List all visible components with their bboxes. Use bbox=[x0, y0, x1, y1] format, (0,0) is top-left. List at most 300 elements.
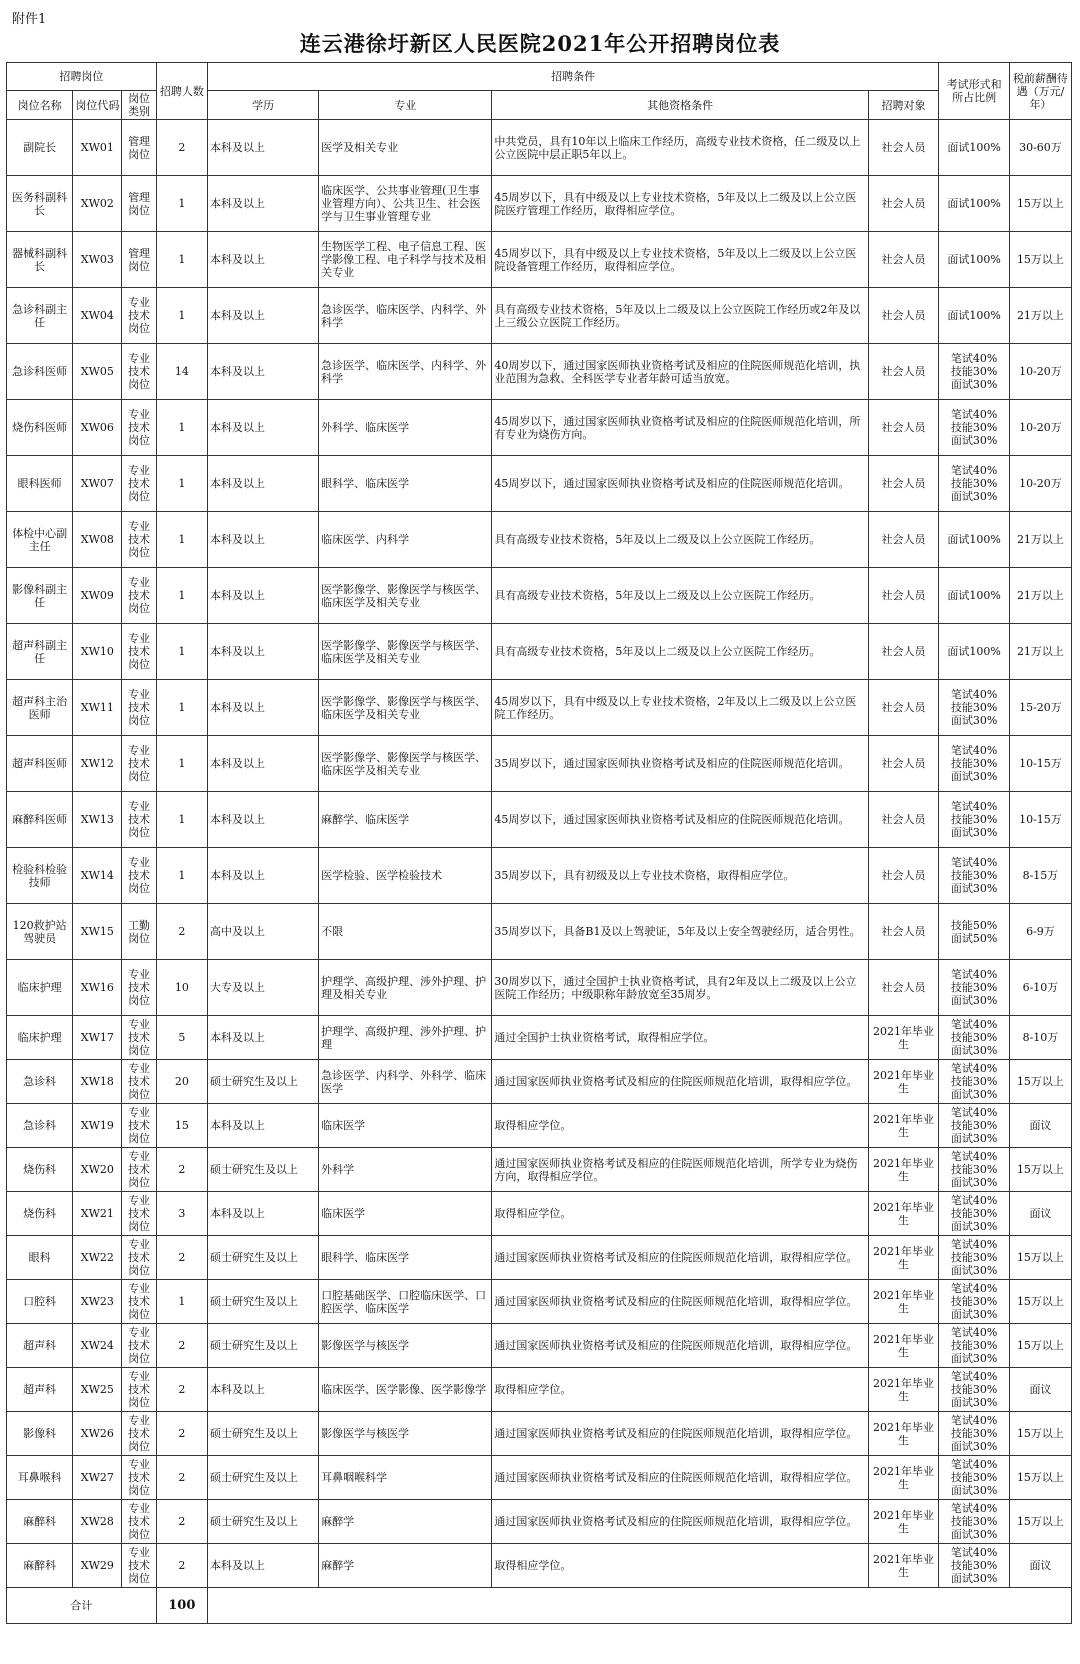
salary-cell: 21万以上 bbox=[1009, 624, 1071, 680]
post-code-cell: XW24 bbox=[73, 1324, 122, 1368]
exam-cell bbox=[939, 1324, 1010, 1368]
salary-cell: 15万以上 bbox=[1009, 1236, 1071, 1280]
exam-cell bbox=[939, 344, 1010, 400]
target-cell: 2021年毕业生 bbox=[868, 1368, 939, 1412]
count-cell: 1 bbox=[156, 624, 207, 680]
education-cell: 本科及以上 bbox=[207, 1192, 318, 1236]
exam-cell bbox=[939, 1368, 1010, 1412]
post-type-cell: 专业技术岗位 bbox=[122, 680, 156, 736]
exam-part: 技能30% bbox=[950, 813, 998, 826]
salary-cell: 21万以上 bbox=[1009, 288, 1071, 344]
target-cell: 2021年毕业生 bbox=[868, 1456, 939, 1500]
table-row bbox=[7, 1412, 1072, 1456]
post-name-cell: 超声科主治医师 bbox=[7, 680, 73, 736]
post-type-cell: 专业技术岗位 bbox=[122, 1016, 156, 1060]
post-type-cell: 工勤岗位 bbox=[122, 904, 156, 960]
target-cell: 2021年毕业生 bbox=[868, 1544, 939, 1588]
table-row bbox=[7, 1456, 1072, 1500]
exam-part: 面试30% bbox=[950, 714, 998, 727]
header-exam: 考试形式和所占比例 bbox=[939, 63, 1010, 120]
post-name-cell: 临床护理 bbox=[7, 960, 73, 1016]
exam-cell bbox=[939, 1236, 1010, 1280]
education-cell: 硕士研究生及以上 bbox=[207, 1500, 318, 1544]
post-name-cell: 急诊科 bbox=[7, 1060, 73, 1104]
exam-cell bbox=[939, 904, 1010, 960]
post-type-cell: 专业技术岗位 bbox=[122, 1280, 156, 1324]
table-row bbox=[7, 120, 1072, 176]
exam-part: 笔试40% bbox=[950, 1062, 998, 1075]
count-cell: 2 bbox=[156, 1500, 207, 1544]
post-type-cell: 管理岗位 bbox=[122, 176, 156, 232]
post-type-cell: 专业技术岗位 bbox=[122, 1412, 156, 1456]
target-cell: 社会人员 bbox=[868, 904, 939, 960]
post-type-cell: 专业技术岗位 bbox=[122, 288, 156, 344]
post-name-cell: 影像科副主任 bbox=[7, 568, 73, 624]
exam-cell bbox=[939, 792, 1010, 848]
count-cell: 2 bbox=[156, 1412, 207, 1456]
exam-part: 面试30% bbox=[950, 1088, 998, 1101]
target-cell: 社会人员 bbox=[868, 400, 939, 456]
count-cell: 1 bbox=[156, 736, 207, 792]
post-code-cell: XW01 bbox=[73, 120, 122, 176]
major-cell: 医学检验、医学检验技术 bbox=[319, 848, 492, 904]
exam-cell bbox=[939, 400, 1010, 456]
education-cell: 本科及以上 bbox=[207, 736, 318, 792]
exam-part: 笔试40% bbox=[950, 1238, 998, 1251]
exam-part: 笔试40% bbox=[950, 464, 998, 477]
exam-part: 技能30% bbox=[950, 1163, 998, 1176]
exam-part: 面试30% bbox=[950, 1044, 998, 1057]
post-type-cell: 专业技术岗位 bbox=[122, 1192, 156, 1236]
exam-part: 面试30% bbox=[950, 490, 998, 503]
target-cell: 2021年毕业生 bbox=[868, 1324, 939, 1368]
post-code-cell: XW18 bbox=[73, 1060, 122, 1104]
exam-part: 面试30% bbox=[950, 434, 998, 447]
post-name-cell: 副院长 bbox=[7, 120, 73, 176]
exam-part: 技能30% bbox=[950, 1119, 998, 1132]
post-code-cell: XW27 bbox=[73, 1456, 122, 1500]
education-cell: 硕士研究生及以上 bbox=[207, 1148, 318, 1192]
major-cell: 影像医学与核医学 bbox=[319, 1412, 492, 1456]
table-row bbox=[7, 400, 1072, 456]
table-row bbox=[7, 344, 1072, 400]
exam-part: 面试30% bbox=[950, 1220, 998, 1233]
count-cell: 20 bbox=[156, 1060, 207, 1104]
other-conditions-cell: 通过国家医师执业资格考试及相应的住院医师规范化培训，取得相应学位。 bbox=[492, 1412, 868, 1456]
exam-part: 面试30% bbox=[950, 1308, 998, 1321]
post-type-cell: 专业技术岗位 bbox=[122, 624, 156, 680]
post-name-cell: 120救护站驾驶员 bbox=[7, 904, 73, 960]
salary-cell: 面议 bbox=[1009, 1104, 1071, 1148]
target-cell: 2021年毕业生 bbox=[868, 1280, 939, 1324]
post-code-cell: XW13 bbox=[73, 792, 122, 848]
exam-part: 面试100% bbox=[947, 645, 1001, 658]
exam-part: 技能30% bbox=[950, 477, 998, 490]
post-code-cell: XW17 bbox=[73, 1016, 122, 1060]
major-cell: 不限 bbox=[319, 904, 492, 960]
post-code-cell: XW04 bbox=[73, 288, 122, 344]
post-code-cell: XW14 bbox=[73, 848, 122, 904]
count-cell: 1 bbox=[156, 456, 207, 512]
count-cell: 1 bbox=[156, 848, 207, 904]
salary-cell: 15万以上 bbox=[1009, 1456, 1071, 1500]
post-type-cell: 专业技术岗位 bbox=[122, 848, 156, 904]
post-code-cell: XW09 bbox=[73, 568, 122, 624]
exam-part: 面试30% bbox=[950, 378, 998, 391]
major-cell: 医学及相关专业 bbox=[319, 120, 492, 176]
target-cell: 社会人员 bbox=[868, 232, 939, 288]
exam-cell bbox=[939, 1544, 1010, 1588]
salary-cell: 15万以上 bbox=[1009, 232, 1071, 288]
recruitment-table bbox=[6, 62, 1072, 1624]
exam-part: 面试30% bbox=[950, 770, 998, 783]
post-name-cell: 超声科副主任 bbox=[7, 624, 73, 680]
exam-cell bbox=[939, 176, 1010, 232]
exam-part: 技能30% bbox=[950, 701, 998, 714]
exam-part: 笔试40% bbox=[950, 688, 998, 701]
education-cell: 高中及以上 bbox=[207, 904, 318, 960]
other-conditions-cell: 通过国家医师执业资格考试及相应的住院医师规范化培训，取得相应学位。 bbox=[492, 1280, 868, 1324]
table-row bbox=[7, 1280, 1072, 1324]
table-row bbox=[7, 568, 1072, 624]
header-major: 专业 bbox=[319, 91, 492, 120]
table-row bbox=[7, 1500, 1072, 1544]
post-code-cell: XW29 bbox=[73, 1544, 122, 1588]
post-code-cell: XW08 bbox=[73, 512, 122, 568]
post-code-cell: XW20 bbox=[73, 1148, 122, 1192]
exam-part: 笔试40% bbox=[950, 1150, 998, 1163]
exam-part: 技能30% bbox=[950, 1515, 998, 1528]
total-label: 合计 bbox=[7, 1588, 157, 1624]
target-cell: 社会人员 bbox=[868, 176, 939, 232]
post-name-cell: 烧伤科医师 bbox=[7, 400, 73, 456]
exam-part: 技能30% bbox=[950, 1383, 998, 1396]
other-conditions-cell: 35周岁以下，具有初级及以上专业技术资格，取得相应学位。 bbox=[492, 848, 868, 904]
exam-part: 面试30% bbox=[950, 1264, 998, 1277]
exam-part: 技能30% bbox=[950, 1471, 998, 1484]
header-post-group: 招聘岗位 bbox=[7, 63, 157, 91]
table-row bbox=[7, 456, 1072, 512]
post-type-cell: 专业技术岗位 bbox=[122, 1104, 156, 1148]
target-cell: 社会人员 bbox=[868, 344, 939, 400]
exam-part: 笔试40% bbox=[950, 1282, 998, 1295]
table-row bbox=[7, 176, 1072, 232]
post-code-cell: XW06 bbox=[73, 400, 122, 456]
target-cell: 社会人员 bbox=[868, 680, 939, 736]
table-row bbox=[7, 1060, 1072, 1104]
major-cell: 临床医学 bbox=[319, 1104, 492, 1148]
major-cell: 麻醉学 bbox=[319, 1500, 492, 1544]
count-cell: 5 bbox=[156, 1016, 207, 1060]
salary-cell: 10-20万 bbox=[1009, 344, 1071, 400]
exam-cell bbox=[939, 1412, 1010, 1456]
exam-cell bbox=[939, 960, 1010, 1016]
other-conditions-cell: 中共党员，具有10年以上临床工作经历，高级专业技术资格，任二级及以上公立医院中层正职5年以上。 bbox=[492, 120, 868, 176]
education-cell: 本科及以上 bbox=[207, 512, 318, 568]
exam-part: 笔试40% bbox=[950, 800, 998, 813]
post-name-cell: 麻醉科 bbox=[7, 1500, 73, 1544]
post-type-cell: 专业技术岗位 bbox=[122, 792, 156, 848]
exam-part: 面试30% bbox=[950, 1484, 998, 1497]
education-cell: 本科及以上 bbox=[207, 792, 318, 848]
exam-cell bbox=[939, 1016, 1010, 1060]
header-count: 招聘人数 bbox=[156, 63, 207, 120]
post-name-cell: 超声科医师 bbox=[7, 736, 73, 792]
other-conditions-cell: 具有高级专业技术资格，5年及以上二级及以上公立医院工作经历。 bbox=[492, 624, 868, 680]
table-row bbox=[7, 1324, 1072, 1368]
post-code-cell: XW21 bbox=[73, 1192, 122, 1236]
post-code-cell: XW23 bbox=[73, 1280, 122, 1324]
post-type-cell: 专业技术岗位 bbox=[122, 1368, 156, 1412]
post-type-cell: 专业技术岗位 bbox=[122, 1544, 156, 1588]
exam-part: 笔试40% bbox=[950, 744, 998, 757]
education-cell: 大专及以上 bbox=[207, 960, 318, 1016]
education-cell: 本科及以上 bbox=[207, 232, 318, 288]
header-target: 招聘对象 bbox=[868, 91, 939, 120]
exam-part: 笔试40% bbox=[950, 1458, 998, 1471]
exam-cell bbox=[939, 736, 1010, 792]
other-conditions-cell: 通过国家医师执业资格考试及相应的住院医师规范化培训，所学专业为烧伤方向，取得相应学位。 bbox=[492, 1148, 868, 1192]
education-cell: 本科及以上 bbox=[207, 344, 318, 400]
salary-cell: 15万以上 bbox=[1009, 1060, 1071, 1104]
post-name-cell: 体检中心副主任 bbox=[7, 512, 73, 568]
exam-part: 面试100% bbox=[947, 253, 1001, 266]
salary-cell: 21万以上 bbox=[1009, 512, 1071, 568]
exam-cell bbox=[939, 624, 1010, 680]
post-name-cell: 耳鼻喉科 bbox=[7, 1456, 73, 1500]
table-row bbox=[7, 960, 1072, 1016]
post-type-cell: 专业技术岗位 bbox=[122, 1456, 156, 1500]
exam-part: 面试30% bbox=[950, 1352, 998, 1365]
exam-cell bbox=[939, 512, 1010, 568]
exam-part: 面试100% bbox=[947, 197, 1001, 210]
exam-cell bbox=[939, 1280, 1010, 1324]
table-row bbox=[7, 792, 1072, 848]
exam-cell bbox=[939, 568, 1010, 624]
other-conditions-cell: 具有高级专业技术资格，5年及以上二级及以上公立医院工作经历。 bbox=[492, 568, 868, 624]
other-conditions-cell: 45周岁以下，通过国家医师执业资格考试及相应的住院医师规范化培训，所有专业为烧伤方向。 bbox=[492, 400, 868, 456]
table-row bbox=[7, 680, 1072, 736]
post-name-cell: 麻醉科 bbox=[7, 1544, 73, 1588]
post-name-cell: 医务科副科长 bbox=[7, 176, 73, 232]
salary-cell: 6-10万 bbox=[1009, 960, 1071, 1016]
education-cell: 本科及以上 bbox=[207, 176, 318, 232]
target-cell: 2021年毕业生 bbox=[868, 1016, 939, 1060]
major-cell: 临床医学、内科学 bbox=[319, 512, 492, 568]
post-name-cell: 眼科 bbox=[7, 1236, 73, 1280]
education-cell: 本科及以上 bbox=[207, 456, 318, 512]
exam-part: 面试30% bbox=[950, 1132, 998, 1145]
total-count: 100 bbox=[156, 1588, 207, 1624]
other-conditions-cell: 具有高级专业技术资格，5年及以上二级及以上公立医院工作经历或2年及以上三级公立医院工作经历。 bbox=[492, 288, 868, 344]
table-row bbox=[7, 1016, 1072, 1060]
attachment-label: 附件1 bbox=[12, 12, 47, 27]
exam-cell bbox=[939, 456, 1010, 512]
count-cell: 1 bbox=[156, 680, 207, 736]
post-name-cell: 急诊科医师 bbox=[7, 344, 73, 400]
post-name-cell: 烧伤科 bbox=[7, 1148, 73, 1192]
post-type-cell: 管理岗位 bbox=[122, 232, 156, 288]
exam-part: 面试100% bbox=[947, 309, 1001, 322]
major-cell: 急诊医学、临床医学、内科学、外科学 bbox=[319, 344, 492, 400]
target-cell: 社会人员 bbox=[868, 848, 939, 904]
count-cell: 2 bbox=[156, 1324, 207, 1368]
other-conditions-cell: 取得相应学位。 bbox=[492, 1192, 868, 1236]
post-name-cell: 急诊科副主任 bbox=[7, 288, 73, 344]
education-cell: 本科及以上 bbox=[207, 624, 318, 680]
other-conditions-cell: 30周岁以下，通过全国护士执业资格考试，具有2年及以上二级及以上公立医院工作经历；中级职称年龄放宽至35周岁。 bbox=[492, 960, 868, 1016]
education-cell: 硕士研究生及以上 bbox=[207, 1412, 318, 1456]
exam-part: 笔试40% bbox=[950, 968, 998, 981]
exam-cell bbox=[939, 680, 1010, 736]
post-name-cell: 口腔科 bbox=[7, 1280, 73, 1324]
major-cell: 外科学 bbox=[319, 1148, 492, 1192]
post-code-cell: XW16 bbox=[73, 960, 122, 1016]
count-cell: 1 bbox=[156, 176, 207, 232]
table-row bbox=[7, 1236, 1072, 1280]
count-cell: 14 bbox=[156, 344, 207, 400]
major-cell: 医学影像学、影像医学与核医学、临床医学及相关专业 bbox=[319, 736, 492, 792]
post-code-cell: XW12 bbox=[73, 736, 122, 792]
other-conditions-cell: 通过国家医师执业资格考试及相应的住院医师规范化培训，取得相应学位。 bbox=[492, 1324, 868, 1368]
exam-part: 面试30% bbox=[950, 1396, 998, 1409]
exam-part: 笔试40% bbox=[950, 1018, 998, 1031]
other-conditions-cell: 取得相应学位。 bbox=[492, 1368, 868, 1412]
other-conditions-cell: 35周岁以下，具备B1及以上驾驶证，5年及以上安全驾驶经历，适合男性。 bbox=[492, 904, 868, 960]
table-row bbox=[7, 512, 1072, 568]
post-type-cell: 专业技术岗位 bbox=[122, 960, 156, 1016]
count-cell: 15 bbox=[156, 1104, 207, 1148]
count-cell: 2 bbox=[156, 120, 207, 176]
target-cell: 2021年毕业生 bbox=[868, 1192, 939, 1236]
exam-part: 技能30% bbox=[950, 1031, 998, 1044]
post-code-cell: XW15 bbox=[73, 904, 122, 960]
exam-part: 面试30% bbox=[950, 1528, 998, 1541]
salary-cell: 面议 bbox=[1009, 1544, 1071, 1588]
exam-part: 面试50% bbox=[950, 931, 998, 945]
other-conditions-cell: 取得相应学位。 bbox=[492, 1104, 868, 1148]
count-cell: 1 bbox=[156, 568, 207, 624]
exam-part: 技能30% bbox=[950, 1207, 998, 1220]
salary-cell: 8-15万 bbox=[1009, 848, 1071, 904]
major-cell: 麻醉学、临床医学 bbox=[319, 792, 492, 848]
exam-part: 技能50% bbox=[950, 918, 998, 932]
exam-cell bbox=[939, 1456, 1010, 1500]
post-code-cell: XW22 bbox=[73, 1236, 122, 1280]
salary-cell: 15万以上 bbox=[1009, 176, 1071, 232]
header-post-type: 岗位类别 bbox=[122, 91, 156, 120]
exam-part: 技能30% bbox=[950, 1559, 998, 1572]
exam-part: 技能30% bbox=[950, 757, 998, 770]
post-code-cell: XW10 bbox=[73, 624, 122, 680]
exam-part: 笔试40% bbox=[950, 1194, 998, 1207]
target-cell: 2021年毕业生 bbox=[868, 1500, 939, 1544]
education-cell: 本科及以上 bbox=[207, 1016, 318, 1060]
other-conditions-cell: 通过国家医师执业资格考试及相应的住院医师规范化培训，取得相应学位。 bbox=[492, 1456, 868, 1500]
other-conditions-cell: 通过国家医师执业资格考试及相应的住院医师规范化培训，取得相应学位。 bbox=[492, 1060, 868, 1104]
target-cell: 2021年毕业生 bbox=[868, 1236, 939, 1280]
other-conditions-cell: 35周岁以下，通过国家医师执业资格考试及相应的住院医师规范化培训。 bbox=[492, 736, 868, 792]
table-row bbox=[7, 736, 1072, 792]
post-type-cell: 管理岗位 bbox=[122, 120, 156, 176]
exam-part: 面试30% bbox=[950, 1572, 998, 1585]
total-filler bbox=[207, 1588, 1071, 1624]
post-name-cell: 器械科副科长 bbox=[7, 232, 73, 288]
count-cell: 2 bbox=[156, 904, 207, 960]
exam-part: 笔试40% bbox=[950, 1502, 998, 1515]
major-cell: 临床医学、公共事业管理(卫生事业管理方向）、公共卫生、社会医学与卫生事业管理专业 bbox=[319, 176, 492, 232]
count-cell: 1 bbox=[156, 1280, 207, 1324]
salary-cell: 15万以上 bbox=[1009, 1280, 1071, 1324]
post-code-cell: XW25 bbox=[73, 1368, 122, 1412]
table-row bbox=[7, 1148, 1072, 1192]
exam-part: 笔试40% bbox=[950, 408, 998, 421]
post-name-cell: 麻醉科医师 bbox=[7, 792, 73, 848]
major-cell: 临床医学 bbox=[319, 1192, 492, 1236]
other-conditions-cell: 通过国家医师执业资格考试及相应的住院医师规范化培训，取得相应学位。 bbox=[492, 1500, 868, 1544]
target-cell: 社会人员 bbox=[868, 960, 939, 1016]
target-cell: 社会人员 bbox=[868, 120, 939, 176]
other-conditions-cell: 通过国家医师执业资格考试及相应的住院医师规范化培训，取得相应学位。 bbox=[492, 1236, 868, 1280]
count-cell: 1 bbox=[156, 288, 207, 344]
salary-cell: 10-20万 bbox=[1009, 456, 1071, 512]
exam-cell bbox=[939, 288, 1010, 344]
major-cell: 口腔基础医学、口腔临床医学、口腔医学、临床医学 bbox=[319, 1280, 492, 1324]
education-cell: 本科及以上 bbox=[207, 120, 318, 176]
exam-part: 技能30% bbox=[950, 365, 998, 378]
major-cell: 医学影像学、影像医学与核医学、临床医学及相关专业 bbox=[319, 680, 492, 736]
exam-part: 技能30% bbox=[950, 869, 998, 882]
post-name-cell: 超声科 bbox=[7, 1324, 73, 1368]
exam-part: 笔试40% bbox=[950, 1546, 998, 1559]
education-cell: 本科及以上 bbox=[207, 1544, 318, 1588]
table-row bbox=[7, 288, 1072, 344]
exam-part: 笔试40% bbox=[950, 352, 998, 365]
other-conditions-cell: 通过全国护士执业资格考试，取得相应学位。 bbox=[492, 1016, 868, 1060]
target-cell: 社会人员 bbox=[868, 288, 939, 344]
exam-part: 笔试40% bbox=[950, 1106, 998, 1119]
post-type-cell: 专业技术岗位 bbox=[122, 344, 156, 400]
table-row bbox=[7, 624, 1072, 680]
table-row bbox=[7, 1192, 1072, 1236]
exam-cell bbox=[939, 848, 1010, 904]
post-name-cell: 检验科检验技师 bbox=[7, 848, 73, 904]
table-row bbox=[7, 1104, 1072, 1148]
post-name-cell: 影像科 bbox=[7, 1412, 73, 1456]
other-conditions-cell: 具有高级专业技术资格，5年及以上二级及以上公立医院工作经历。 bbox=[492, 512, 868, 568]
target-cell: 2021年毕业生 bbox=[868, 1148, 939, 1192]
other-conditions-cell: 取得相应学位。 bbox=[492, 1544, 868, 1588]
table-row bbox=[7, 232, 1072, 288]
post-type-cell: 专业技术岗位 bbox=[122, 456, 156, 512]
post-code-cell: XW28 bbox=[73, 1500, 122, 1544]
exam-cell bbox=[939, 1192, 1010, 1236]
education-cell: 硕士研究生及以上 bbox=[207, 1236, 318, 1280]
target-cell: 社会人员 bbox=[868, 568, 939, 624]
exam-part: 技能30% bbox=[950, 1075, 998, 1088]
education-cell: 硕士研究生及以上 bbox=[207, 1324, 318, 1368]
post-name-cell: 烧伤科 bbox=[7, 1192, 73, 1236]
major-cell: 耳鼻咽喉科学 bbox=[319, 1456, 492, 1500]
salary-cell: 15-20万 bbox=[1009, 680, 1071, 736]
exam-part: 技能30% bbox=[950, 981, 998, 994]
exam-cell bbox=[939, 1148, 1010, 1192]
other-conditions-cell: 45周岁以下，具有中级及以上专业技术资格，2年及以上二级及以上公立医院工作经历。 bbox=[492, 680, 868, 736]
education-cell: 本科及以上 bbox=[207, 848, 318, 904]
count-cell: 10 bbox=[156, 960, 207, 1016]
exam-part: 技能30% bbox=[950, 421, 998, 434]
salary-cell: 10-15万 bbox=[1009, 792, 1071, 848]
